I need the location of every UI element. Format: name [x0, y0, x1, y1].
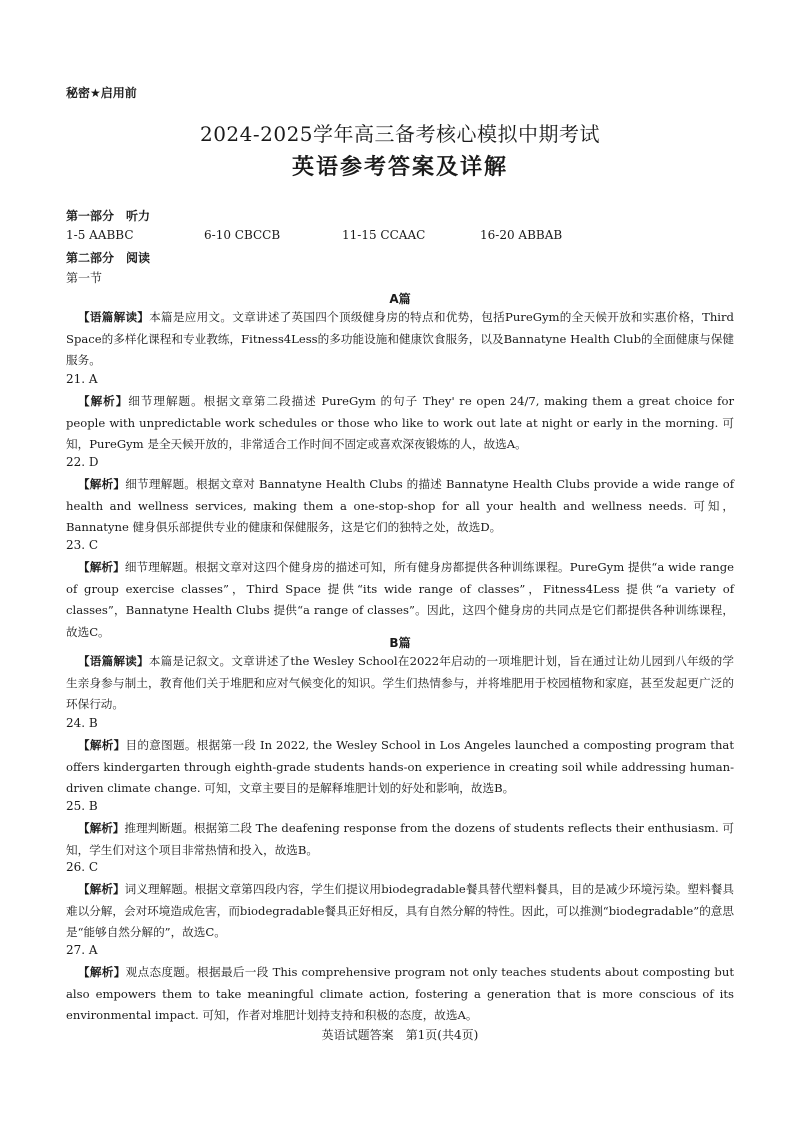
question-number: 22. D: [66, 455, 99, 469]
question-number: 27. A: [66, 943, 98, 957]
analysis-text: 细节理解题。根据文章对这四个健身房的描述可知，所有健身房都提供各种训练课程。PureGym 提供“a wide range of group exercise classes”，Third Space 提供“its wide range of classes”，Fitness4Less 提供“a variety of classes”，Bannatyne Health Clubs 提供“a range of classes”。因此，这四个健身房的共同点是它们都提供各种训练课程，故选C。: [66, 560, 734, 639]
question-number: 25. B: [66, 799, 98, 813]
summary-text: 本篇是记叙文。文章讲述了the Wesley School在2022年启动的一项堆肥计划，旨在通过让幼儿园到八年级的学生亲身参与制土，教育他们关于堆肥和应对气候变化的知识。学生们热情参与，并将堆肥用于校园植物和家庭，甚至发起更广泛的环保行动。: [66, 654, 734, 711]
analysis-tag: 【解析】: [78, 394, 129, 408]
question-explanation: [66, 962, 734, 1027]
answer-group: 16-20 ABBAB: [480, 228, 563, 242]
question-explanation: [66, 879, 734, 944]
analysis-text: 细节理解题。根据文章对 Bannatyne Health Clubs 的描述 Bannatyne Health Clubs provide a wide range of health and wellness services, making them a one-stop-shop for all your health and wellness needs. 可知，Bannatyne 健身俱乐部提供专业的健康和保健服务，这是它们的独特之处，故选D。: [66, 477, 734, 534]
passage-b-title: B篇: [389, 636, 411, 650]
answer-group: 6-10 CBCCB: [204, 228, 281, 242]
question-explanation: [66, 818, 734, 861]
question-number: 26. C: [66, 860, 99, 874]
question-explanation: [66, 557, 734, 643]
analysis-tag: 【解析】: [78, 738, 126, 752]
summary-tag: 【语篇解读】: [78, 654, 149, 668]
confidential-label: 秘密★启用前: [66, 86, 137, 100]
summary-tag: 【语篇解读】: [78, 310, 150, 324]
part2-heading: 第二部分 阅读: [66, 251, 151, 265]
answer-group: 1-5 AABBC: [66, 228, 134, 242]
question-number: 21. A: [66, 372, 98, 386]
passage-a-title: A篇: [389, 292, 411, 306]
analysis-tag: 【解析】: [78, 560, 125, 574]
question-explanation: [66, 391, 734, 456]
question-explanation: [66, 735, 734, 800]
part1-heading: 第一部分 听力: [66, 209, 151, 223]
analysis-text: 词义理解题。根据文章第四段内容，学生们提议用biodegradable餐具替代塑料餐具，目的是减少环境污染。塑料餐具难以分解，会对环境造成危害，而biodegradable餐具正好相反，具有自然分解的特性。因此，可以推测“biodegradable”的意思是“能够自然分解的”，故选C。: [66, 882, 734, 939]
page-footer: 英语试题答案 第1页(共4页): [321, 1028, 479, 1042]
analysis-text: 目的意图题。根据第一段 In 2022, the Wesley School in Los Angeles launched a composting program that offers kindergarten through eighth-grade students hands-on experience in creating soil while addressing human-driven climate change. 可知，文章主要目的是解释堆肥计划的好处和影响，故选B。: [66, 738, 734, 795]
analysis-tag: 【解析】: [78, 965, 126, 979]
section-label: 第一节: [66, 271, 103, 285]
analysis-text: 细节理解题。根据文章第二段描述 PureGym 的句子 They' re open 24/7, making them a great choice for people with unpredictable work schedules or those who like to work out late at night or early in the morning. 可知，PureGym 是全天候开放的，非常适合工作时间不固定或喜欢深夜锻炼的人，故选A。: [66, 394, 734, 451]
question-number: 23. C: [66, 538, 99, 552]
answer-group: 11-15 CCAAC: [342, 228, 426, 242]
document-subtitle: 英语参考答案及详解: [291, 155, 508, 180]
question-number: 24. B: [66, 716, 98, 730]
analysis-tag: 【解析】: [78, 882, 125, 896]
analysis-tag: 【解析】: [78, 821, 125, 835]
passage-b-summary: [66, 651, 734, 716]
analysis-text: 观点态度题。根据最后一段 This comprehensive program not only teaches students about composting but also empowers them to take meaningful climate action, fostering a generation that is more conscious of its environmental impact. 可知，作者对堆肥计划持支持和积极的态度，故选A。: [66, 965, 734, 1022]
question-explanation: [66, 474, 734, 539]
analysis-tag: 【解析】: [78, 477, 126, 491]
exam-title: 2024-2025学年高三备考核心模拟中期考试: [199, 122, 601, 146]
analysis-text: 推理判断题。根据第二段 The deafening response from the dozens of students reflects their enthusiasm. 可知，学生们对这个项目非常热情和投入，故选B。: [66, 821, 734, 857]
listening-answers: [66, 228, 736, 248]
passage-a-summary: [66, 307, 734, 372]
summary-text: 本篇是应用文。文章讲述了英国四个顶级健身房的特点和优势，包括PureGym的全天候开放和实惠价格，Third Space的多样化课程和专业教练，Fitness4Less的多功能设施和健康饮食服务，以及Bannatyne Health Club的全面健康与保健服务。: [66, 310, 734, 367]
